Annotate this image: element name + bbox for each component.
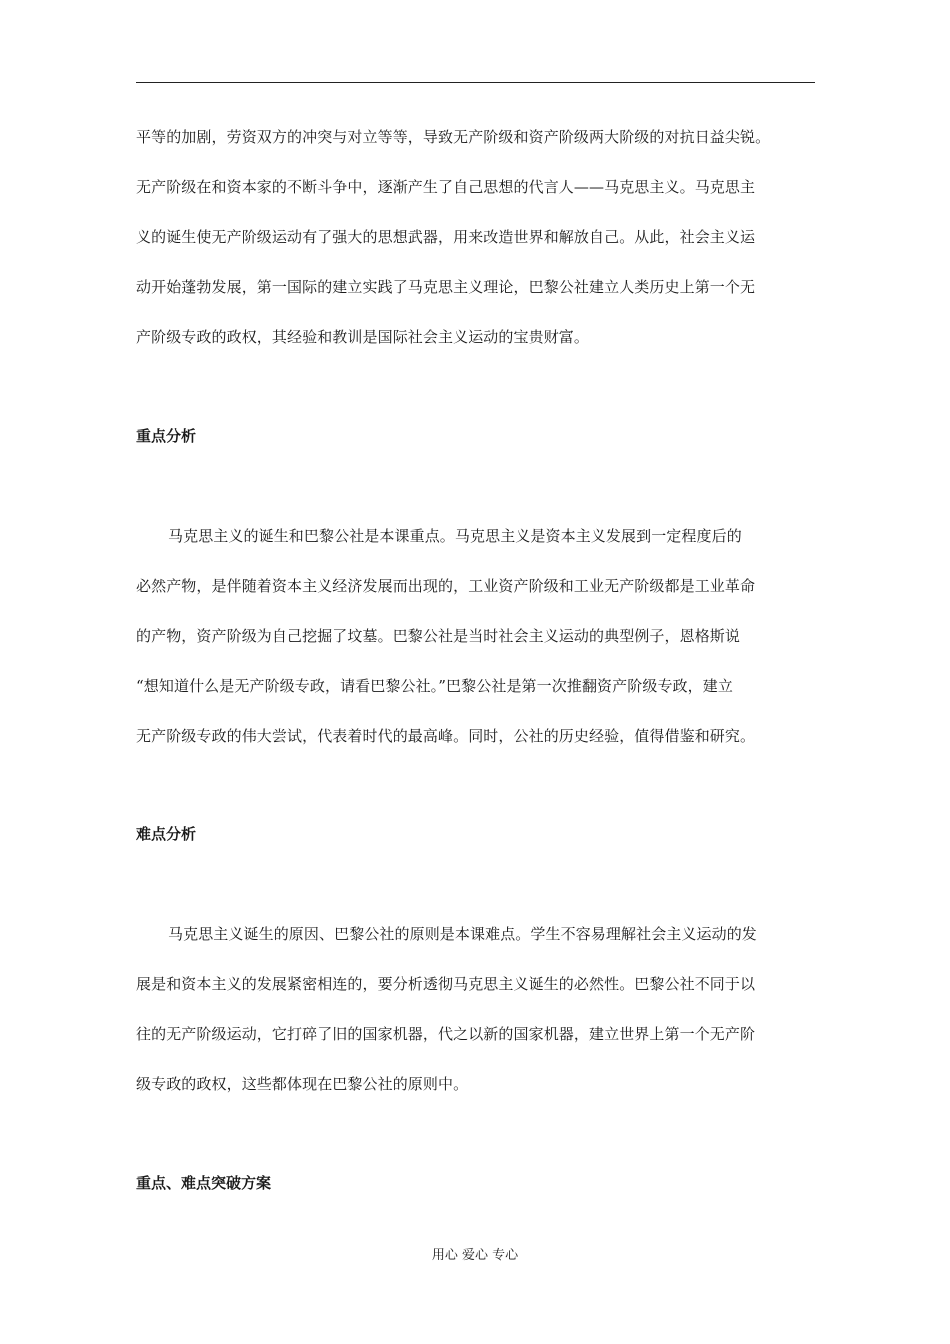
section-heading-key-points: 重点分析 bbox=[136, 427, 197, 445]
text-line: 往的无产阶级运动，它打碎了旧的国家机器，代之以新的国家机器，建立世界上第一个无产阶 bbox=[136, 1025, 756, 1043]
text-line: 展是和资本主义的发展紧密相连的，要分析透彻马克思主义诞生的必然性。巴黎公社不同于以 bbox=[136, 975, 756, 993]
page-footer: 用心 爱心 专心 bbox=[431, 1248, 519, 1263]
text-line: 义的诞生使无产阶级运动有了强大的思想武器，用来改造世界和解放自己。从此，社会主义运 bbox=[136, 228, 756, 246]
section-heading-solutions: 重点、难点突破方案 bbox=[136, 1174, 272, 1192]
text-line: 无产阶级在和资本家的不断斗争中，逐渐产生了自己思想的代言人——马克思主义。马克思主 bbox=[136, 178, 756, 196]
text-line: 平等的加剧，劳资双方的冲突与对立等等，导致无产阶级和资产阶级两大阶级的对抗日益尖锐。 bbox=[136, 128, 771, 146]
section-heading-difficulties: 难点分析 bbox=[136, 825, 197, 843]
text-line: “想知道什么是无产阶级专政，请看巴黎公社。”巴黎公社是第一次推翻资产阶级专政，建立 bbox=[136, 677, 733, 695]
header-rule bbox=[136, 82, 815, 83]
text-line: 级专政的政权，这些都体现在巴黎公社的原则中。 bbox=[136, 1075, 469, 1093]
text-line: 无产阶级专政的伟大尝试，代表着时代的最高峰。同时，公社的历史经验，值得借鉴和研究。 bbox=[136, 727, 756, 745]
text-line: 的产物，资产阶级为自己挖掘了坟墓。巴黎公社是当时社会主义运动的典型例子，恩格斯说 bbox=[136, 627, 741, 645]
text-line: 马克思主义诞生的原因、巴黎公社的原则是本课难点。学生不容易理解社会主义运动的发 bbox=[168, 925, 757, 943]
text-line: 马克思主义的诞生和巴黎公社是本课重点。马克思主义是资本主义发展到一定程度后的 bbox=[168, 527, 742, 545]
text-line: 必然产物，是伴随着资本主义经济发展而出现的，工业资产阶级和工业无产阶级都是工业革命 bbox=[136, 577, 756, 595]
text-line: 动开始蓬勃发展，第一国际的建立实践了马克思主义理论，巴黎公社建立人类历史上第一个无 bbox=[136, 278, 756, 296]
text-line: 产阶级专政的政权，其经验和教训是国际社会主义运动的宝贵财富。 bbox=[136, 328, 590, 346]
